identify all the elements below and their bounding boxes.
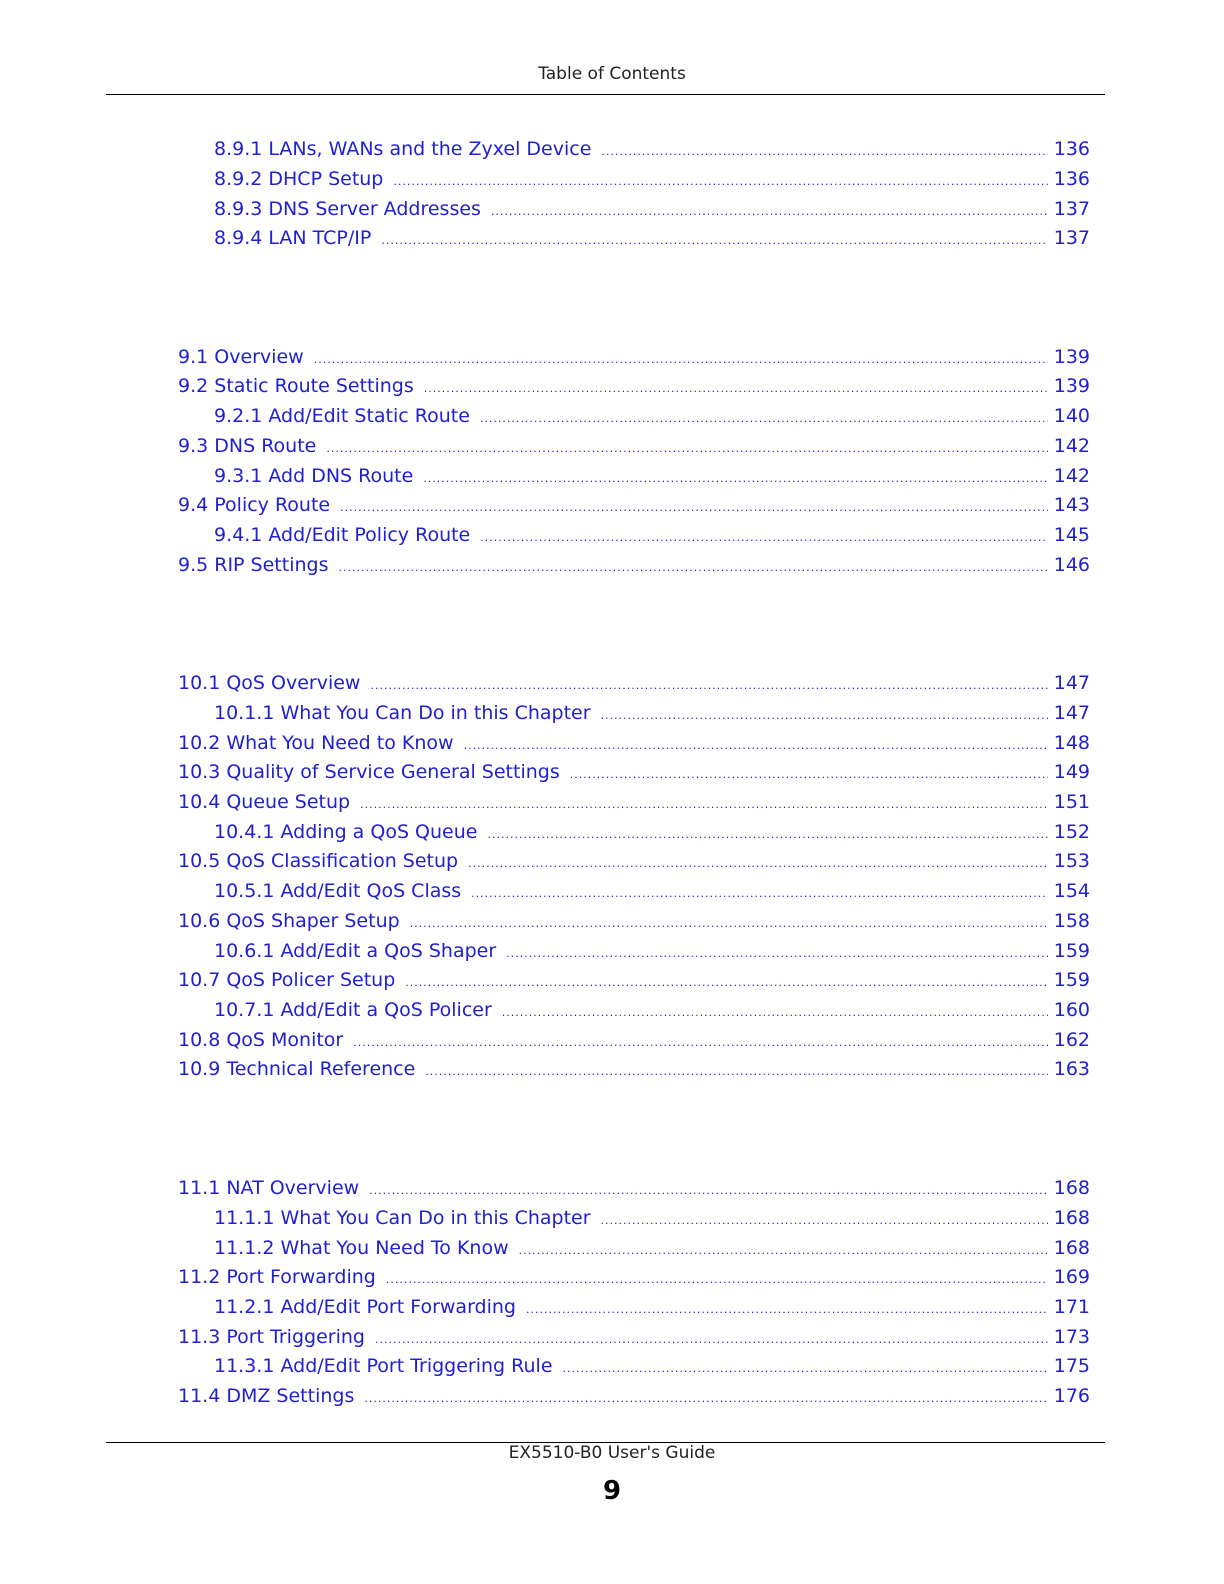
toc-entry-page: 139 (1053, 346, 1090, 368)
toc-entry-page: 139 (1053, 375, 1090, 397)
toc-leader-dots (601, 137, 1047, 167)
toc-leader-dots (425, 1057, 1047, 1087)
toc-entry-label: 11.4 DMZ Settings (178, 1385, 355, 1407)
toc-entry-page: 147 (1053, 702, 1090, 724)
toc-entry-9-4[interactable] (178, 490, 1090, 520)
toc-leader-dots (502, 998, 1048, 1028)
toc-entry-page: 175 (1053, 1355, 1090, 1377)
toc-leader-dots (340, 493, 1048, 523)
toc-entry-label: 10.3 Quality of Service General Settings (178, 761, 560, 783)
toc-entry-label: 11.2 Port Forwarding (178, 1266, 376, 1288)
toc-entry-label: 11.2.1 Add/Edit Port Forwarding (214, 1296, 516, 1318)
toc-entry-page: 145 (1053, 524, 1090, 546)
toc-entry-page: 154 (1053, 880, 1090, 902)
toc-entry-label: 11.1.2 What You Need To Know (214, 1237, 509, 1259)
toc-leader-dots (601, 701, 1048, 731)
toc-leader-dots (410, 909, 1048, 939)
toc-entry-page: 173 (1053, 1326, 1090, 1348)
toc-entry-page: 176 (1053, 1385, 1090, 1407)
toc-leader-dots (570, 760, 1048, 790)
page-header-title: Table of Contents (538, 64, 686, 84)
toc-entry-10-1-1[interactable] (214, 698, 1090, 728)
toc-entry-label: 10.9 Technical Reference (178, 1058, 416, 1080)
toc-entry-page: 136 (1053, 168, 1090, 190)
toc-entry-page: 151 (1053, 791, 1090, 813)
toc-entry-10-1[interactable] (178, 668, 1090, 698)
toc-entry-8-9-3[interactable] (214, 194, 1090, 224)
toc-entry-9-4-1[interactable] (214, 520, 1090, 550)
toc-entry-label: 11.3.1 Add/Edit Port Triggering Rule (214, 1355, 553, 1377)
toc-entry-label: 10.7.1 Add/Edit a QoS Policer (214, 999, 492, 1021)
toc-entry-label: 10.6.1 Add/Edit a QoS Shaper (214, 940, 497, 962)
toc-entry-10-6[interactable] (178, 906, 1090, 936)
toc-entry-10-7[interactable] (178, 965, 1090, 995)
toc-entry-label: 10.4.1 Adding a QoS Queue (214, 821, 478, 843)
toc-entry-10-6-1[interactable] (214, 936, 1090, 966)
toc-entry-label: 10.1.1 What You Can Do in this Chapter (214, 702, 591, 724)
toc-leader-dots (326, 434, 1047, 464)
toc-entry-label: 9.5 RIP Settings (178, 554, 329, 576)
toc-entry-10-5-1[interactable] (214, 876, 1090, 906)
toc-entry-label: 10.7 QoS Policer Setup (178, 969, 396, 991)
toc-entry-label: 8.9.4 LAN TCP/IP (214, 227, 372, 249)
toc-entry-11-1[interactable] (178, 1173, 1090, 1203)
toc-leader-dots (405, 968, 1047, 998)
toc-entry-8-9-2[interactable] (214, 164, 1090, 194)
toc-entry-8-9-1[interactable] (214, 134, 1090, 164)
toc-entry-11-1-1[interactable] (214, 1203, 1090, 1233)
toc-leader-dots (381, 226, 1047, 256)
toc-leader-dots (386, 1265, 1048, 1295)
footer-page-number: 9 (602, 1476, 622, 1506)
toc-entry-9-2-1[interactable] (214, 401, 1090, 431)
toc-entry-label: 9.4.1 Add/Edit Policy Route (214, 524, 471, 546)
toc-entry-page: 162 (1053, 1029, 1090, 1051)
toc-entry-label: 11.3 Port Triggering (178, 1326, 365, 1348)
toc-entry-11-1-2[interactable] (214, 1233, 1090, 1263)
toc-leader-dots (369, 1176, 1048, 1206)
toc-leader-dots (601, 1206, 1048, 1236)
toc-leader-dots (480, 404, 1048, 434)
toc-entry-10-4[interactable] (178, 787, 1090, 817)
toc-entry-page: 149 (1053, 761, 1090, 783)
toc-entry-page: 142 (1053, 465, 1090, 487)
toc-entry-label: 10.8 QoS Monitor (178, 1029, 344, 1051)
toc-entry-label: 8.9.2 DHCP Setup (214, 168, 384, 190)
toc-leader-dots (393, 167, 1047, 197)
toc-entry-9-1[interactable] (178, 342, 1090, 372)
toc-entry-page: 168 (1053, 1237, 1090, 1259)
footer-guide-title: EX5510-B0 User's Guide (508, 1443, 716, 1463)
toc-entry-label: 10.4 Queue Setup (178, 791, 351, 813)
toc-entry-label: 9.1 Overview (178, 346, 304, 368)
toc-leader-dots (370, 671, 1047, 701)
toc-leader-dots (364, 1384, 1047, 1414)
toc-leader-dots (471, 879, 1048, 909)
toc-entry-page: 159 (1053, 940, 1090, 962)
toc-entry-page: 163 (1053, 1058, 1090, 1080)
toc-entry-page: 171 (1053, 1296, 1090, 1318)
toc-entry-11-4[interactable] (178, 1381, 1090, 1411)
toc-entry-page: 137 (1053, 227, 1090, 249)
toc-entry-label: 8.9.1 LANs, WANs and the Zyxel Device (214, 138, 592, 160)
toc-entry-9-3-1[interactable] (214, 461, 1090, 491)
toc-entry-label: 9.2.1 Add/Edit Static Route (214, 405, 470, 427)
toc-leader-dots (526, 1295, 1048, 1325)
toc-leader-dots (360, 790, 1048, 820)
toc-entry-label: 10.5 QoS Classification Setup (178, 850, 459, 872)
toc-entry-label: 9.3 DNS Route (178, 435, 317, 457)
toc-leader-dots (468, 849, 1048, 879)
toc-entry-page: 136 (1053, 138, 1090, 160)
toc-entry-11-2-1[interactable] (214, 1292, 1090, 1322)
toc-entry-page: 143 (1053, 494, 1090, 516)
toc-entry-label: 11.1 NAT Overview (178, 1177, 360, 1199)
toc-entry-label: 11.1.1 What You Can Do in this Chapter (214, 1207, 591, 1229)
toc-leader-dots (424, 374, 1048, 404)
header-divider (106, 94, 1105, 95)
toc-entry-label: 9.3.1 Add DNS Route (214, 465, 414, 487)
toc-entry-8-9-4[interactable] (214, 223, 1090, 253)
toc-entry-page: 142 (1053, 435, 1090, 457)
toc-entry-page: 158 (1053, 910, 1090, 932)
toc-entry-label: 10.2 What You Need to Know (178, 732, 454, 754)
toc-entry-label: 10.6 QoS Shaper Setup (178, 910, 400, 932)
toc-entry-10-7-1[interactable] (214, 995, 1090, 1025)
toc-entry-label: 10.1 QoS Overview (178, 672, 361, 694)
toc-entry-9-5[interactable] (178, 550, 1090, 580)
toc-entry-10-8[interactable] (178, 1025, 1090, 1055)
toc-entry-label: 10.5.1 Add/Edit QoS Class (214, 880, 462, 902)
toc-entry-label: 9.2 Static Route Settings (178, 375, 414, 397)
toc-entry-10-2[interactable] (178, 728, 1090, 758)
toc-entry-label: 9.4 Policy Route (178, 494, 331, 516)
toc-entry-page: 168 (1053, 1177, 1090, 1199)
toc-entry-page: 146 (1053, 554, 1090, 576)
toc-entry-page: 140 (1053, 405, 1090, 427)
toc-entry-page: 152 (1053, 821, 1090, 843)
toc-entry-10-9[interactable] (178, 1054, 1090, 1084)
toc-entry-page: 147 (1053, 672, 1090, 694)
toc-entry-10-4-1[interactable] (214, 817, 1090, 847)
toc-leader-dots (480, 523, 1047, 553)
toc-entry-9-3[interactable] (178, 431, 1090, 461)
toc-entry-10-5[interactable] (178, 846, 1090, 876)
toc-entry-page: 159 (1053, 969, 1090, 991)
toc-leader-dots (563, 1354, 1048, 1384)
toc-entry-10-3[interactable] (178, 757, 1090, 787)
toc-entry-11-3[interactable] (178, 1322, 1090, 1352)
toc-entry-page: 160 (1053, 999, 1090, 1021)
toc-entry-11-2[interactable] (178, 1262, 1090, 1292)
toc-entry-9-2[interactable] (178, 371, 1090, 401)
toc-entry-page: 168 (1053, 1207, 1090, 1229)
toc-entry-label: 8.9.3 DNS Server Addresses (214, 198, 481, 220)
toc-entry-page: 169 (1053, 1266, 1090, 1288)
toc-entry-page: 137 (1053, 198, 1090, 220)
toc-entry-page: 153 (1053, 850, 1090, 872)
toc-entry-11-3-1[interactable] (214, 1351, 1090, 1381)
toc-entry-page: 148 (1053, 732, 1090, 754)
toc-leader-dots (339, 553, 1048, 583)
